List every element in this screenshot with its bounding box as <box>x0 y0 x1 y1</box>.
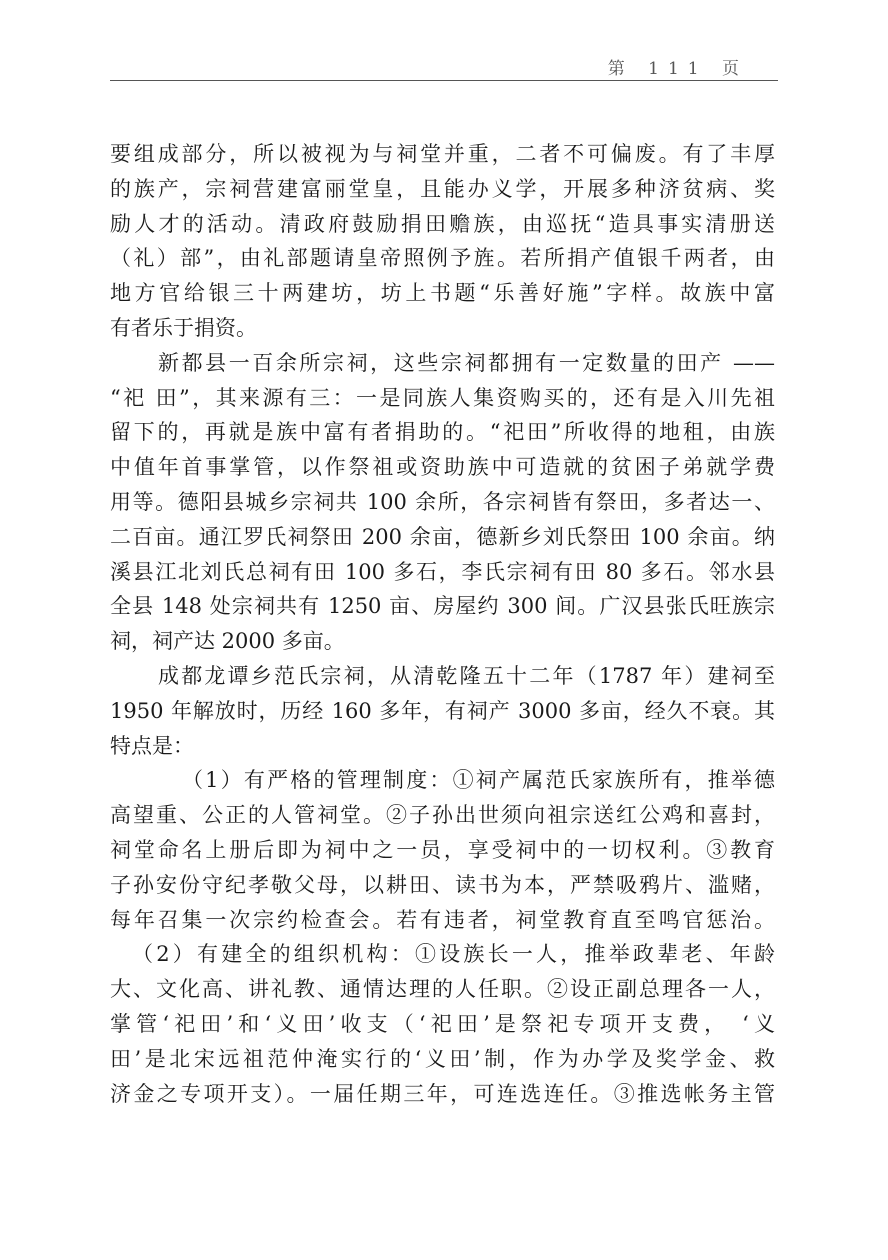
text-line: 留下的，再就是族中富有者捐助的。“祀田”所收得的地租，由族 <box>110 420 775 445</box>
text-line: 溪县江北刘氏总祠有田 100 多石，李氏宗祠有田 80 多石。邻水县 <box>110 559 775 584</box>
text-line: 每年召集一次宗约检查会。若有违者，祠堂教育直至鸣官惩治。 <box>110 907 775 932</box>
text-line: 新都县一百余所宗祠，这些宗祠都拥有一定数量的田产 —— <box>158 350 775 375</box>
text-line: 有者乐于捐资。 <box>110 315 257 340</box>
text-line: 掌管‘祀田’和‘义田’收支（‘祀田’是祭祀专项开支费， ‘义 <box>110 1011 775 1036</box>
page-header <box>110 52 778 81</box>
text-line: （1）有严格的管理制度：①祠产属范氏家族所有，推举德 <box>182 768 775 793</box>
text-line: 地方官给银三十两建坊，坊上书题“乐善好施”字样。故族中富 <box>110 281 775 306</box>
text-line: 励人才的活动。清政府鼓励捐田赡族，由巡抚“造具事实清册送 <box>110 211 775 236</box>
page-number: 第 111 页 <box>607 59 748 79</box>
text-line: 二百亩。通江罗氏祠祭田 200 余亩，德新乡刘氏祭田 100 余亩。纳 <box>110 524 775 549</box>
text-line: 济金之专项开支）。一届任期三年，可连选连任。③推选帐务主管 <box>110 1081 775 1106</box>
text-line: 大、文化高、讲礼教、通情达理的人任职。②设正副总理各一人， <box>110 977 775 1002</box>
text-line: 成都龙谭乡范氏宗祠，从清乾隆五十二年（1787 年）建祠至 <box>158 663 775 688</box>
text-line: 高望重、公正的人管祠堂。②子孙出世须向祖宗送红公鸡和喜封， <box>110 803 775 828</box>
text-line: 用等。德阳县城乡宗祠共 100 余所，各宗祠皆有祭田，多者达一、 <box>110 489 775 514</box>
text-line: 特点是： <box>110 733 194 758</box>
text-line: 子孙安份守纪孝敬父母，以耕田、读书为本，严禁吸鸦片、滥赌， <box>110 872 775 897</box>
text-line: 1950 年解放时，历经 160 多年，有祠产 3000 多亩，经久不衰。其 <box>110 698 775 723</box>
text-line: （礼）部”，由礼部题请皇帝照例予旌。若所捐产值银千两者，由 <box>110 246 775 271</box>
text-line: 中值年首事掌管，以作祭祖或资助族中可造就的贫困子弟就学费 <box>110 455 775 480</box>
text-line: 的族产，宗祠营建富丽堂皇，且能办义学，开展多种济贫病、奖 <box>110 176 775 201</box>
text-line: “祀 田”，其来源有三：一是同族人集资购买的，还有是入川先祖 <box>110 385 775 410</box>
text-line: 全县 148 处宗祠共有 1250 亩、房屋约 300 间。广汉县张氏旺族宗 <box>110 594 775 619</box>
text-line: 祠堂命名上册后即为祠中之一员，享受祠中的一切权利。③教育 <box>110 837 775 862</box>
text-line: 要组成部分，所以被视为与祠堂并重，二者不可偏废。有了丰厚 <box>110 142 775 166</box>
body-text <box>110 137 775 1111</box>
text-line: 田’是北宋远祖范仲淹实行的‘义田’制，作为办学及奖学金、救 <box>110 1046 775 1071</box>
text-line: 祠，祠产达 2000 多亩。 <box>110 629 345 654</box>
text-line: （2）有建全的组织机构：①设族长一人，推举政辈老、年龄 <box>132 942 775 967</box>
